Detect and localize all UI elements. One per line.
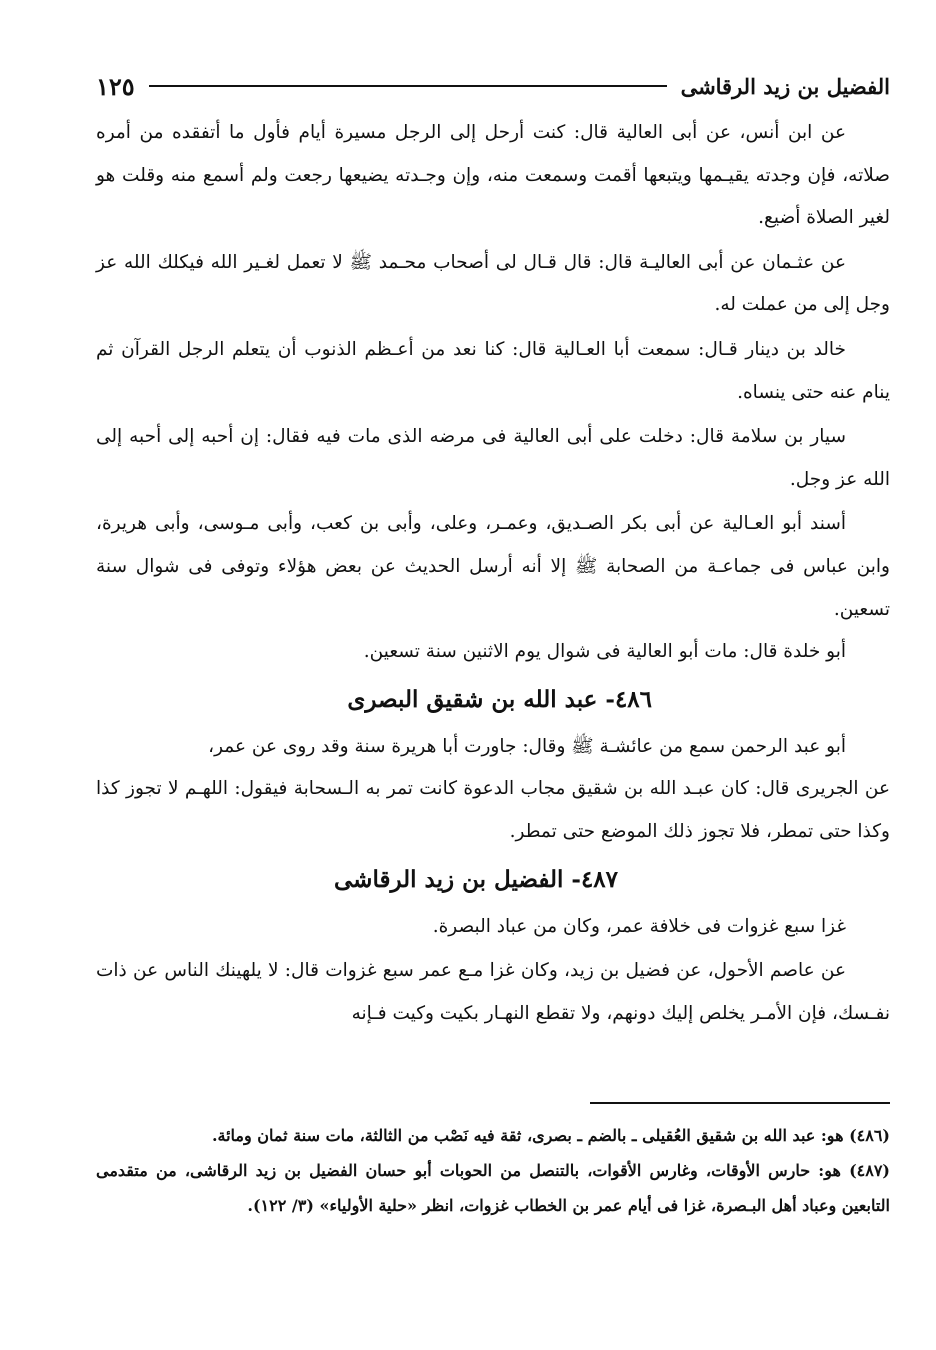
- section-heading-487: ٤٨٧- الفضيل بن زيد الرقاشى: [334, 865, 618, 893]
- page-number: ١٢٥: [96, 71, 135, 101]
- paragraph-abu-abdulrahman: أبو عبد الرحمن سمع من عائشـة ﷺ وقال: جاورت أبا هريرة سنة وقد روى عن عمر،: [208, 735, 846, 757]
- section-heading-486: ٤٨٦- عبد الله بن شقيق البصرى: [347, 685, 652, 713]
- paragraph-khalid: خالد بن دينار قـال: سمعت أبا العـالية قال: كنا نعد من أعـظم الذنوب أن يتعلم الرجل القرآن ثم ينام عنه حتى ينساه.: [96, 338, 890, 403]
- paragraph-jariri: عن الجريرى قال: كان عبـد الله بن شقيق مجاب الدعوة كانت تمر به الـسحابة فيقول: اللهـم لا تجوز كذا وكذا حتى تمطر، فلا تجوز ذلك الموضع حتى تمطر.: [96, 778, 890, 842]
- paragraph-sayyar: سيار بن سلامة قال: دخلت على أبى العالية فى مرضه الذى مات فيه فقال: إن أحبه إلى أحبه إلى الله عز وجل.: [96, 426, 890, 490]
- paragraph-ghaza: غزا سبع غزوات فى خلافة عمر، وكان من عباد البصرة.: [432, 915, 846, 937]
- main-text: [96, 112, 890, 1035]
- page-header: [96, 66, 890, 106]
- footnote-separator: [590, 1102, 890, 1104]
- paragraph-asnad: أسند أبو العـالية عن أبى بكر الصـديق، وعمـر، وعلى، وأبى بن كعب، وأبى مـوسى، وأبى هريرة، وابن عباس فى جماعـة من الصحابة ﷺ إلا أنه أرسل الحديث عن بعض هؤلاء وتوفى فى شوال سنة تسعين.: [96, 513, 890, 620]
- paragraph-asim: عن عاصم الأحول، عن فضيل بن زيد، وكان غزا مـع عمر سبع غزوات قال: لا يلهينك الناس عن ذات نفـسك، فإن الأمـر يخلص إليك دونهم، ولا تقطع النهـار بكيت وكيت فـإنه: [96, 960, 890, 1024]
- paragraph-abu-khalda: أبو خلدة قال: مات أبو العالية فى شوال يوم الاثنين سنة تسعين.: [363, 641, 846, 663]
- paragraph-abu-anas: عن ابن أنس، عن أبى العالية قال: كنت أرحل إلى الرجل مسيرة أيام فأول ما أتفقده من أمره صلاته، فإن وجدته يقيـمها ويتبعها أقمت وسمعت منه، وإن وجـدته يضيعها رجعت ولم أسمع منه وقلت هو لغير الصلاة أضيع.: [96, 122, 890, 229]
- footnote-487: (٤٨٧) هو: حارس الأوقات، وغارس الأقوات، بالتنصل من الحوبات أبو حسان الفضيل بن زيد الرقاشى، من متقدمى التابعين وعباد أهل البـصرة، غزا فى أيام عمر بن الخطاب غزوات، انظر «حلية الأولياء» (٣/ ١٢٢).: [96, 1161, 890, 1215]
- paragraph-uthman: عن عثـمان عن أبى العاليـة قال: قال قـال لى أصحاب محـمد ﷺ لا تعمل لغـير الله فيكلك الله عز وجل إلى من عملت له.: [96, 251, 890, 316]
- footnote-486: (٤٨٦) هو: عبد الله بن شقيق العُقيلى ـ بالضم ـ بصرى، ثقة فيه نَصْب من الثالثة، مات سنة ثمان ومائة.: [211, 1126, 890, 1145]
- running-title: الفضيل بن زيد الرقاشى: [680, 73, 890, 99]
- footnotes: [96, 1118, 890, 1223]
- header-rule: [149, 85, 667, 87]
